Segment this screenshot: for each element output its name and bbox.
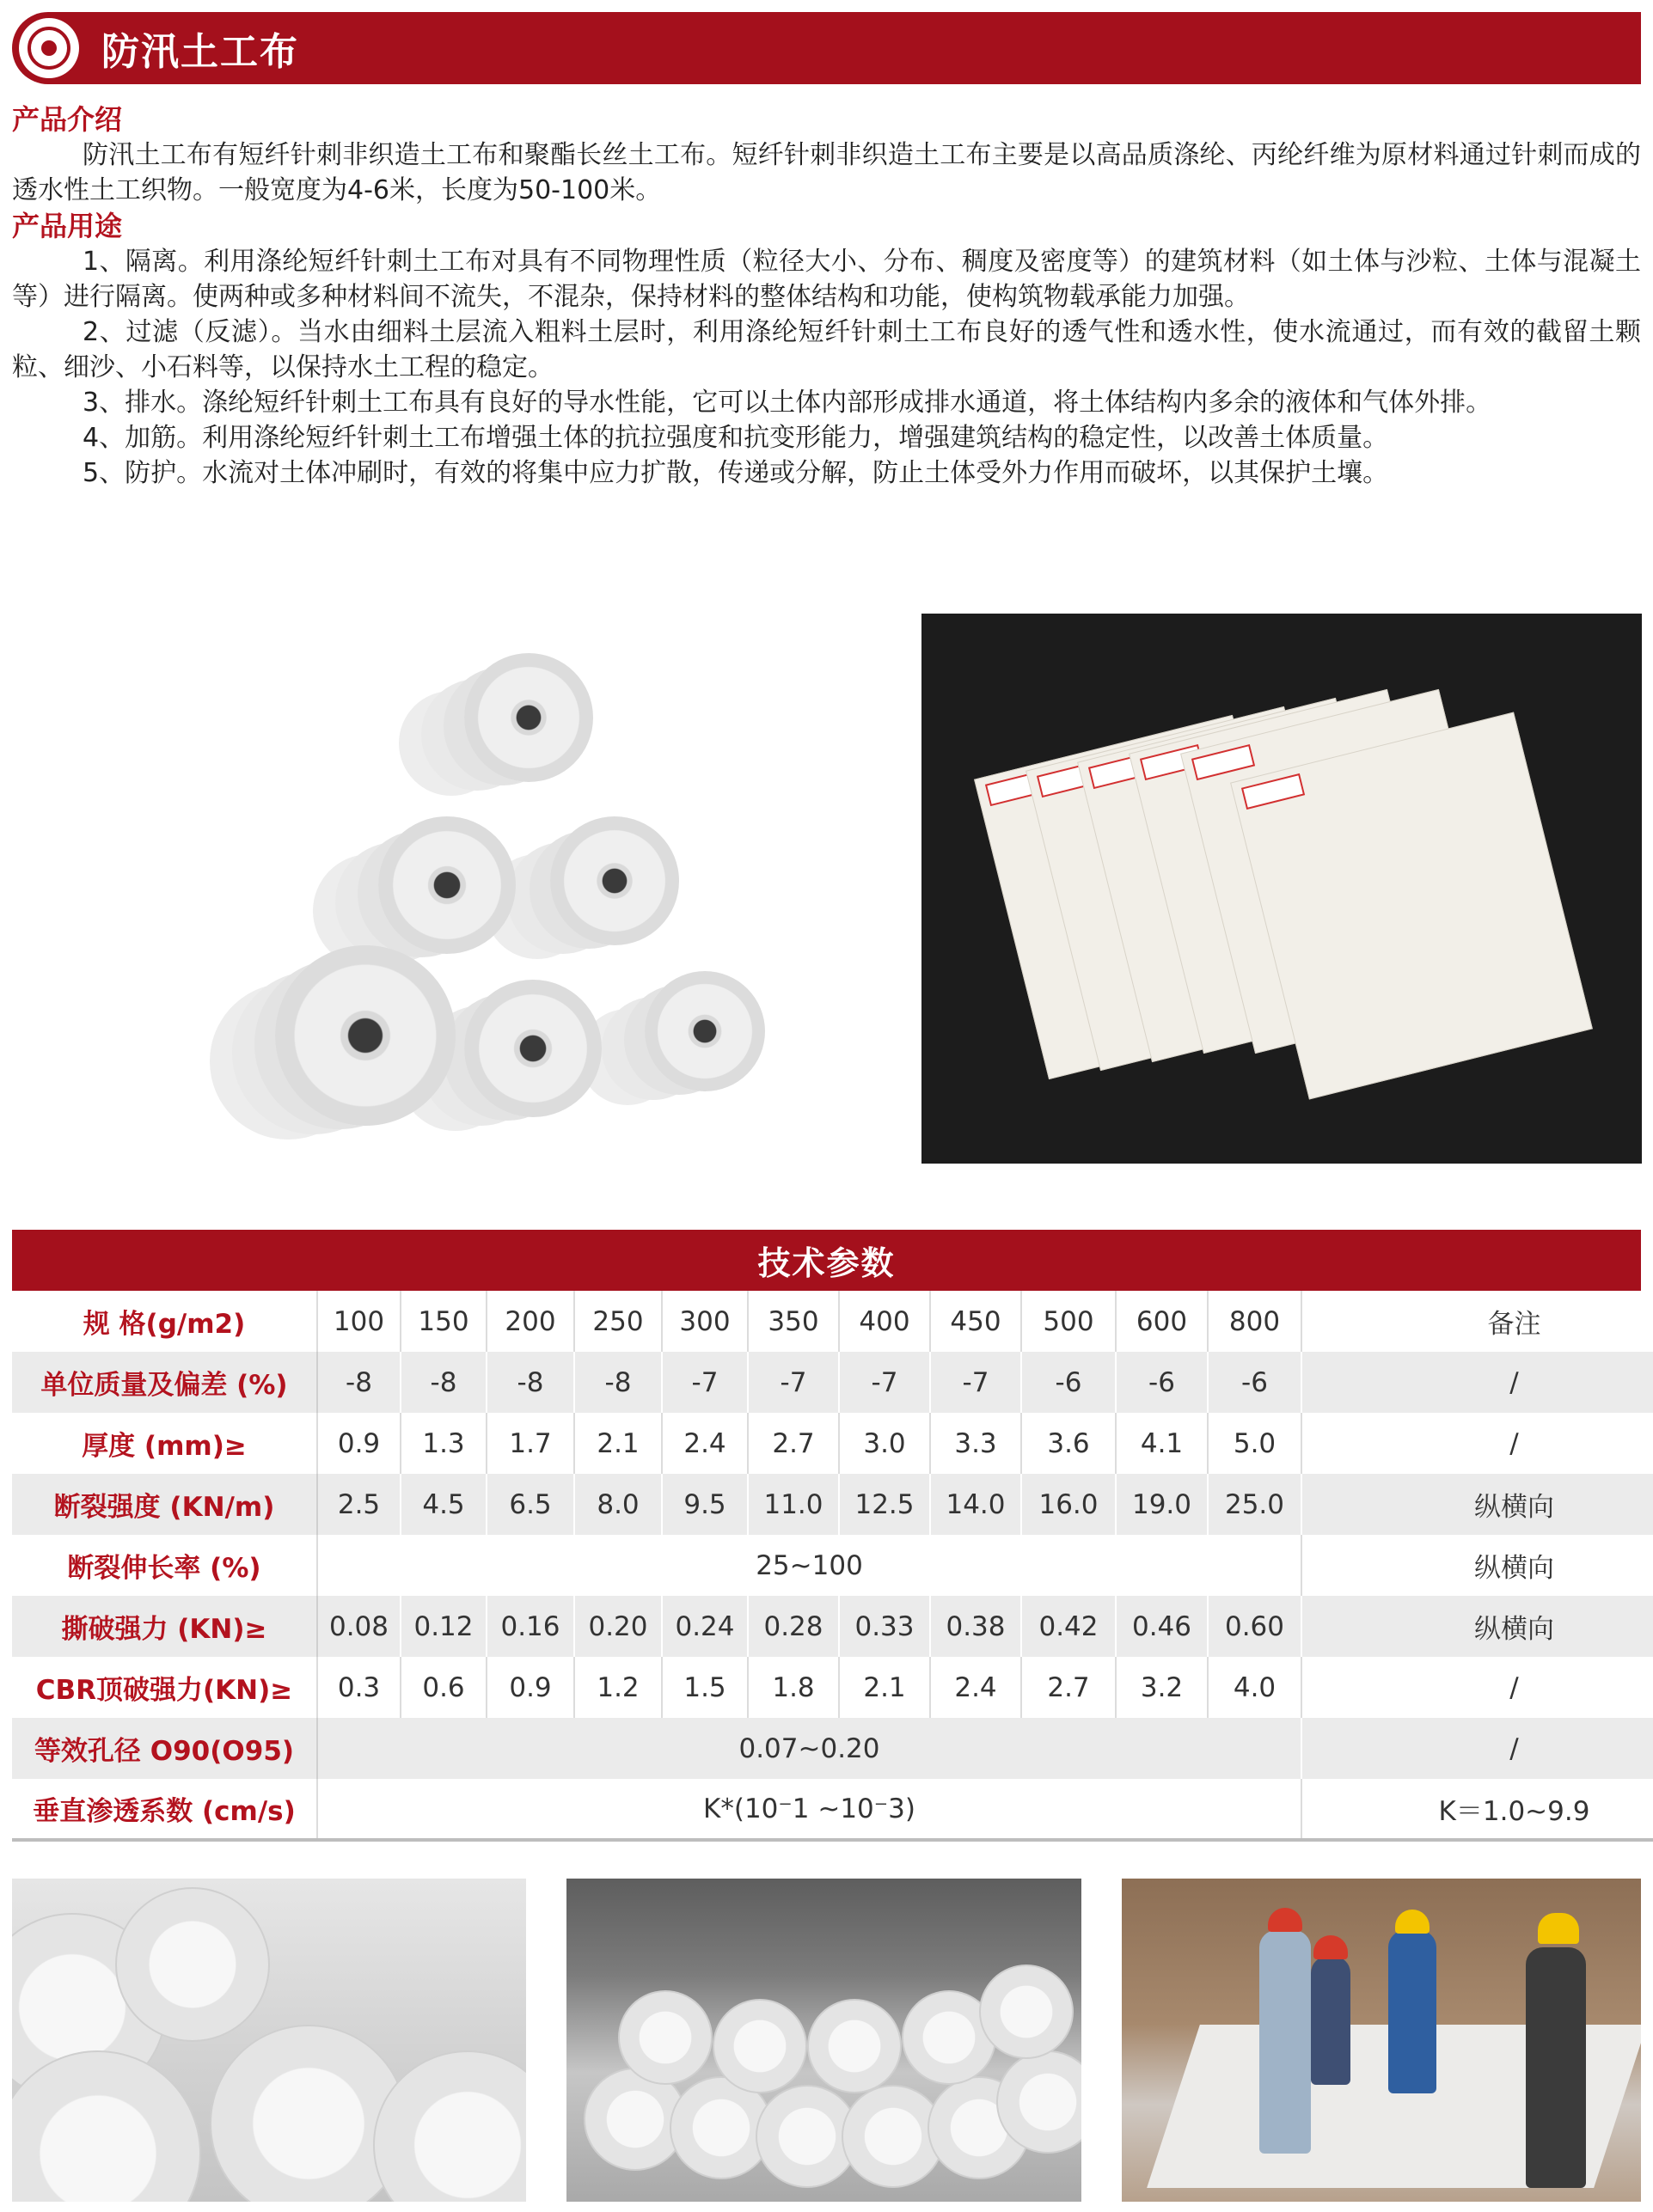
note-cell: / (1301, 1352, 1653, 1413)
page-title: 防汛土工布 (101, 30, 299, 74)
spec-cell: 300 (662, 1291, 748, 1352)
intro-paragraph: 防汛土工布有短纤针刺非织造土工布和聚酯长丝土工布。短纤针刺非织造土工布主要是以高品质涤纶、丙纶纤维为原材料通过针刺而成的透水性土工织物。一般宽度为4-6米，长度为50-100米。 (12, 140, 1641, 205)
description-section (12, 101, 1641, 491)
helmet-icon (1538, 1913, 1579, 1944)
value-cell: -8 (401, 1352, 487, 1413)
usage-item-4: 4、加筋。利用涤纶短纤针刺土工布增强土体的抗拉强度和抗变形能力，增强建筑结构的稳定性，以改善土体质量。 (83, 423, 1389, 453)
worker (1259, 1930, 1311, 2154)
value-cell: 1.2 (574, 1657, 662, 1718)
usage-item-2: 2、过滤（反滤）。当水由细料土层流入粗料土层时，利用涤纶短纤针刺土工布良好的透气性和透水性，使水流通过，而有效的截留土颗粒、细沙、小石料等，以保持水土工程的稳定。 (12, 317, 1641, 382)
sample-sheets-photo (921, 614, 1642, 1164)
value-cell: 2.4 (662, 1413, 748, 1474)
value-cell: 0.42 (1021, 1596, 1116, 1657)
row-label: 断裂伸长率 (%) (12, 1535, 317, 1596)
value-cell: -7 (662, 1352, 748, 1413)
spec-cell: 250 (574, 1291, 662, 1352)
value-cell: -7 (839, 1352, 930, 1413)
spec-cell: 100 (317, 1291, 401, 1352)
roll-image (645, 971, 765, 1091)
value-cell: -6 (1021, 1352, 1116, 1413)
value-cell: 0.33 (839, 1596, 930, 1657)
row-label: 厚度 (mm)≥ (12, 1413, 317, 1474)
note-cell: / (1301, 1718, 1653, 1779)
value-cell: -7 (748, 1352, 839, 1413)
value-cell: 4.0 (1208, 1657, 1301, 1718)
merged-value-cell: 0.07~0.20 (317, 1718, 1301, 1779)
merged-value-cell: 25~100 (317, 1535, 1301, 1596)
value-cell: 1.7 (487, 1413, 574, 1474)
spec-table (12, 1230, 1641, 1842)
value-cell: -8 (574, 1352, 662, 1413)
spec-cell: 400 (839, 1291, 930, 1352)
usage-item-3: 3、排水。涤纶短纤针刺土工布具有良好的导水性能，它可以土体内部形成排水通道，将土体结构内多余的液体和气体外排。 (83, 388, 1492, 418)
stacked-rolls-photo (566, 1879, 1081, 2202)
usage-heading: 产品用途 (12, 210, 123, 242)
helmet-icon (1395, 1910, 1430, 1934)
spec-cell: 200 (487, 1291, 574, 1352)
value-cell: 3.2 (1116, 1657, 1208, 1718)
value-cell: 16.0 (1021, 1474, 1116, 1535)
value-cell: 6.5 (487, 1474, 574, 1535)
note-cell: / (1301, 1413, 1653, 1474)
usage-item-5: 5、防护。水流对土体冲刷时，有效的将集中应力扩散，传递或分解，防止土体受外力作用而破坏，以其保护土壤。 (83, 458, 1389, 488)
helmet-icon (1313, 1935, 1348, 1959)
value-cell: 14.0 (930, 1474, 1021, 1535)
table-row (12, 1657, 1653, 1718)
note-cell: 纵横向 (1301, 1535, 1653, 1596)
value-cell: 0.46 (1116, 1596, 1208, 1657)
spec-cell: 600 (1116, 1291, 1208, 1352)
value-cell: 0.24 (662, 1596, 748, 1657)
note-cell: 纵横向 (1301, 1596, 1653, 1657)
merged-value-cell: K*(10⁻1 ~10⁻3) (317, 1779, 1301, 1840)
value-cell: 2.5 (317, 1474, 401, 1535)
value-cell: 0.60 (1208, 1596, 1301, 1657)
value-cell: 9.5 (662, 1474, 748, 1535)
worker (1311, 1956, 1350, 2085)
value-cell: 1.8 (748, 1657, 839, 1718)
row-label: 单位质量及偏差 (%) (12, 1352, 317, 1413)
value-cell: 19.0 (1116, 1474, 1208, 1535)
note-cell: K＝1.0~9.9 (1301, 1779, 1653, 1840)
roll-image (550, 816, 679, 945)
value-cell: 5.0 (1208, 1413, 1301, 1474)
value-cell: 2.1 (574, 1413, 662, 1474)
usage-item-1: 1、隔离。利用涤纶短纤针刺土工布对具有不同物理性质（粒径大小、分布、稠度及密度等）的建筑材料（如土体与沙粒、土体与混凝土等）进行隔离。使两种或多种材料间不流失，不混杂，保持材料的整体结构和功能，使构筑物载承能力加强。 (12, 247, 1641, 312)
value-cell: 0.16 (487, 1596, 574, 1657)
value-cell: 2.1 (839, 1657, 930, 1718)
value-cell: 0.9 (317, 1413, 401, 1474)
value-cell: 0.6 (401, 1657, 487, 1718)
value-cell: 1.3 (401, 1413, 487, 1474)
spec-grid (12, 1291, 1653, 1842)
table-row (12, 1779, 1653, 1840)
intro-heading: 产品介绍 (12, 103, 123, 136)
table-row (12, 1474, 1653, 1535)
value-cell: -8 (317, 1352, 401, 1413)
table-row (12, 1291, 1653, 1352)
roll-image (464, 980, 602, 1117)
value-cell: 3.3 (930, 1413, 1021, 1474)
row-label: CBR顶破强力(KN)≥ (12, 1657, 317, 1718)
construction-site-photo (1122, 1879, 1641, 2202)
value-cell: 0.38 (930, 1596, 1021, 1657)
table-row (12, 1718, 1653, 1779)
helmet-icon (1268, 1908, 1302, 1932)
warehouse-rolls-photo (12, 1879, 526, 2202)
spec-cell: 800 (1208, 1291, 1301, 1352)
roll-image (275, 945, 456, 1126)
value-cell: -6 (1208, 1352, 1301, 1413)
table-row (12, 1596, 1653, 1657)
value-cell: 3.0 (839, 1413, 930, 1474)
value-cell: 2.7 (748, 1413, 839, 1474)
spec-cell: 500 (1021, 1291, 1116, 1352)
value-cell: 0.28 (748, 1596, 839, 1657)
value-cell: 0.3 (317, 1657, 401, 1718)
value-cell: 11.0 (748, 1474, 839, 1535)
spec-cell: 350 (748, 1291, 839, 1352)
spec-cell: 450 (930, 1291, 1021, 1352)
value-cell: 0.12 (401, 1596, 487, 1657)
value-cell: 8.0 (574, 1474, 662, 1535)
spec-table-title: 技术参数 (12, 1230, 1641, 1291)
table-row (12, 1413, 1653, 1474)
row-label: 规 格(g/m2) (12, 1291, 317, 1352)
value-cell: 4.5 (401, 1474, 487, 1535)
value-cell: -6 (1116, 1352, 1208, 1413)
product-rolls-photo (103, 619, 808, 1169)
title-banner (12, 12, 1641, 84)
table-row (12, 1535, 1653, 1596)
value-cell: 25.0 (1208, 1474, 1301, 1535)
row-label: 垂直渗透系数 (cm/s) (12, 1779, 317, 1840)
row-label: 断裂强度 (KN/m) (12, 1474, 317, 1535)
roll-image (378, 816, 516, 954)
row-label: 撕破强力 (KN)≥ (12, 1596, 317, 1657)
value-cell: 4.1 (1116, 1413, 1208, 1474)
spec-cell: 150 (401, 1291, 487, 1352)
value-cell: 3.6 (1021, 1413, 1116, 1474)
value-cell: 1.5 (662, 1657, 748, 1718)
value-cell: -7 (930, 1352, 1021, 1413)
note-cell: / (1301, 1657, 1653, 1718)
value-cell: 2.4 (930, 1657, 1021, 1718)
worker (1388, 1930, 1436, 2093)
note-cell: 纵横向 (1301, 1474, 1653, 1535)
roll-image (464, 653, 593, 782)
target-circle-icon (19, 18, 79, 78)
table-row (12, 1352, 1653, 1413)
worker (1526, 1947, 1586, 2188)
value-cell: 2.7 (1021, 1657, 1116, 1718)
value-cell: -8 (487, 1352, 574, 1413)
value-cell: 0.20 (574, 1596, 662, 1657)
value-cell: 12.5 (839, 1474, 930, 1535)
note-cell: 备注 (1301, 1291, 1653, 1352)
value-cell: 0.9 (487, 1657, 574, 1718)
value-cell: 0.08 (317, 1596, 401, 1657)
row-label: 等效孔径 O90(O95) (12, 1718, 317, 1779)
